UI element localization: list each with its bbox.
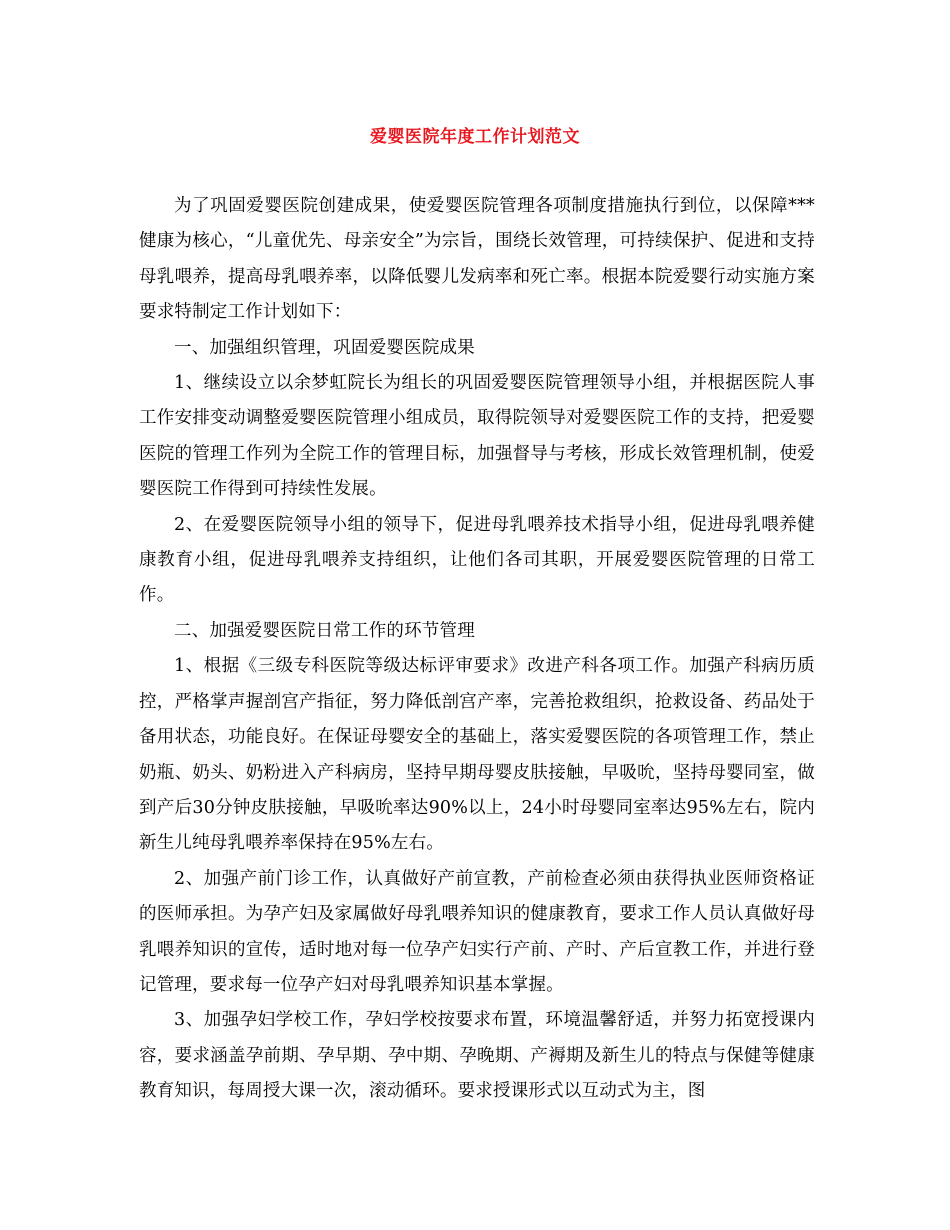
paragraph-2-3: 3、加强孕妇学校工作，孕妇学校按要求布置，环境温馨舒适，并努力拓宽授课内容，要求涵盖孕前期、孕早期、孕中期、孕晚期、产褥期及新生儿的特点与保健等健康教育知识，每周授大课一次，滚动循环。要求授课形式以互动式为主，图 <box>139 1010 815 1102</box>
paragraph-1-1: 1、继续设立以余梦虹院长为组长的巩固爱婴医院管理领导小组，并根据医院人事工作安排变动调整爱婴医院管理小组成员，取得院领导对爱婴医院工作的支持，把爱婴医院的管理工作列为全院工作的管理目标，加强督导与考核，形成长效管理机制，使爱婴医院工作得到可持续性发展。 <box>139 373 815 500</box>
section-heading-2: 二、加强爱婴医院日常工作的环节管理 <box>174 620 475 641</box>
document-body <box>139 189 815 1110</box>
paragraph-1-2: 2、在爱婴医院领导小组的领导下，促进母乳喂养技术指导小组，促进母乳喂养健康教育小组，促进母乳喂养支持组织，让他们各司其职，开展爱婴医院管理的日常工作。 <box>139 514 815 606</box>
paragraph-2-2: 2、加强产前门诊工作，认真做好产前宣教，产前检查必须由获得执业医师资格证的医师承担。为孕产妇及家属做好母乳喂养知识的健康教育，要求工作人员认真做好母乳喂养知识的宣传，适时地对每一位孕产妇实行产前、产时、产后宣教工作，并进行登记管理，要求每一位孕产妇对母乳喂养知识基本掌握。 <box>139 868 815 995</box>
intro-paragraph: 为了巩固爱婴医院创建成果，使爱婴医院管理各项制度措施执行到位，以保障***健康为核心，“儿童优先、母亲安全”为宗旨，围绕长效管理，可持续保护、促进和支持母乳喂养，提高母乳喂养率，以降低婴儿发病率和死亡率。根据本院爱婴行动实施方案要求特制定工作计划如下： <box>139 196 815 323</box>
paragraph-2-1: 1、根据《三级专科医院等级达标评审要求》改进产科各项工作。加强产科病历质控，严格掌声握剖宫产指征，努力降低剖宫产率，完善抢救组织，抢救设备、药品处于备用状态，功能良好。在保证母婴安全的基础上，落实爱婴医院的各项管理工作，禁止奶瓶、奶头、奶粉进入产科病房，坚持早期母婴皮肤接触，早吸吮，坚持母婴同室，做到产后30分钟皮肤接触，早吸吮率达90%以上，24小时母婴同室率达95%左右，院内新生儿纯母乳喂养率保持在95%左右。 <box>139 656 815 854</box>
section-heading-1: 一、加强组织管理，巩固爱婴医院成果 <box>174 337 475 358</box>
document-title: 爱婴医院年度工作计划范文 <box>370 127 580 147</box>
